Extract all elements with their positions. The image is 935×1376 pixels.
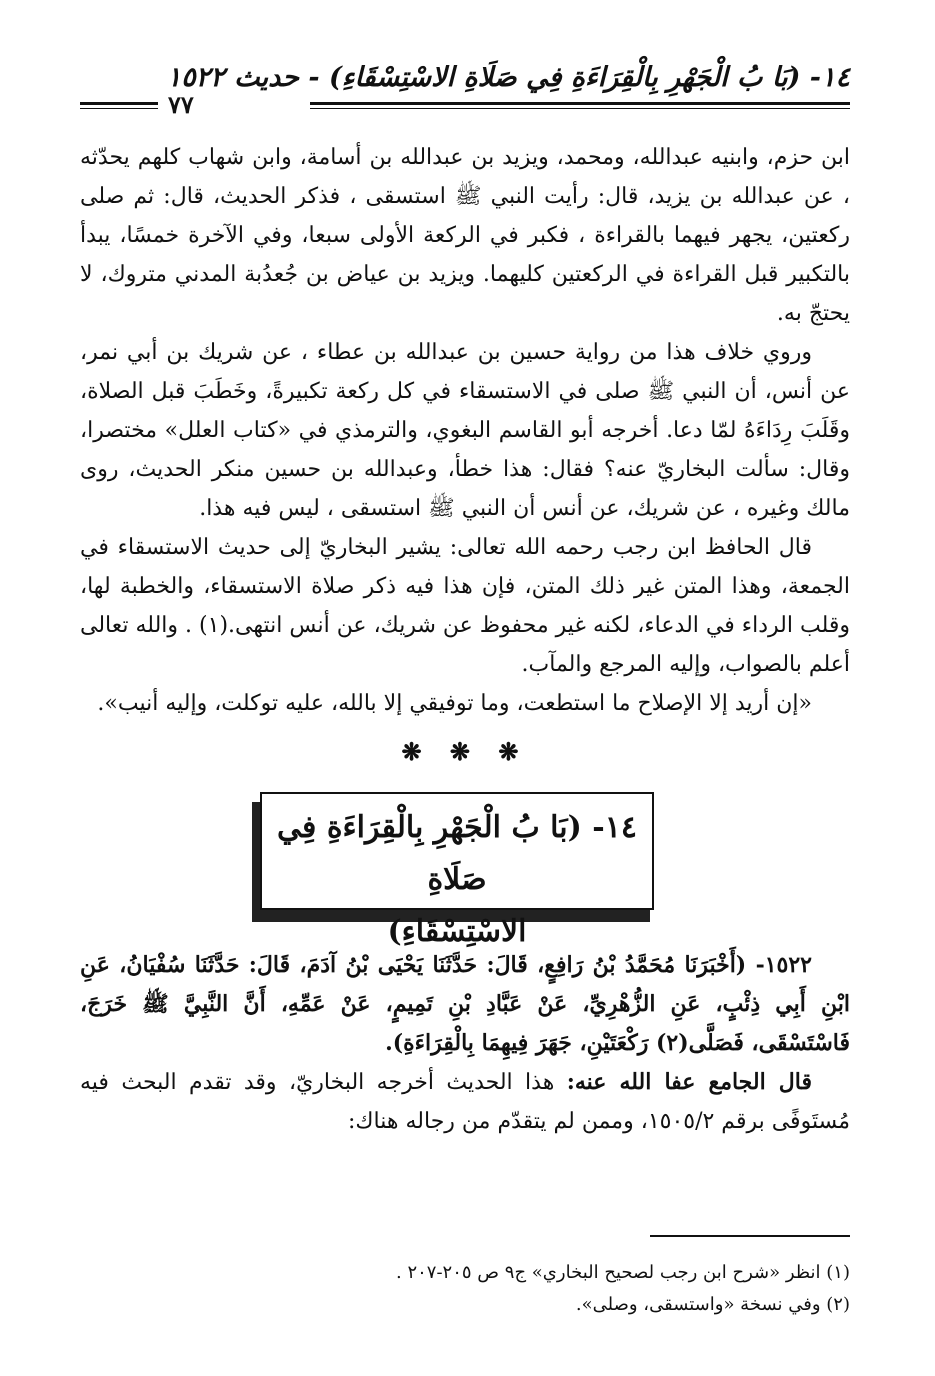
chapter-title bbox=[260, 792, 654, 949]
header-rule-short bbox=[80, 102, 158, 109]
running-title: ١٤- (بَا بُ الْجَهْرِ بِالْقِرَاءَةِ فِي صَلَاةِ الاسْتِسْقَاءِ) - حديث ١٥٢٢ bbox=[166, 62, 850, 93]
paragraph: قال الحافظ ابن رجب رحمه الله تعالى: يشير البخاريّ إلى حديث الاستسقاء في الجمعة، وهذا المتن غير ذلك المتن، فإن هذا فيه ذكر صلاة الاستسقاء، والخطبة لها، وقلب الرداء في الدعاء، لكنه غير محفوظ عن شريك، عن أنس انتهى.(١) . والله تعالى أعلم بالصواب، وإليه المرجع والمآب. bbox=[80, 535, 851, 677]
footnote: (٢) وفي نسخة «واستسقى، وصلى». bbox=[575, 1294, 850, 1315]
paragraph: ابن حزم، وابنيه عبدالله، ومحمد، ويزيد بن عبدالله بن أسامة، وابن شهاب كلهم يحدّثه ، عن عبدالله بن يزيد، قال: رأيت النبي ﷺ استسقى ، فذكر الحديث، قال: ثم صلى ركعتين، يجهر فيهما بالقراءة ، فكبر في الركعة الأولى سبعا، وفي الآخرة خمسًا، يبدأ بالتكبير قبل القراءة في الركعتين كليهما. ويزيد بن عياض بن جُعدُبة المدني متروك، لا يحتجّ به. bbox=[80, 145, 850, 326]
chapter-heading-box bbox=[260, 792, 670, 949]
commentary-paragraph bbox=[80, 1063, 850, 1141]
commentary-text: هذا الحديث أخرجه البخاريّ، وقد تقدم البحث فيه مُستَوفًى برقم ١٥٠٥/٢، وممن لم يتقدّم من رجاله هناك: bbox=[80, 1070, 850, 1134]
chapter-title-line: ١٤- (بَا بُ الْجَهْرِ بِالْقِرَاءَةِ فِي صَلَاةِ bbox=[277, 810, 637, 897]
header-rule bbox=[310, 102, 850, 109]
footnote-divider bbox=[650, 1235, 850, 1237]
footnotes bbox=[80, 1257, 850, 1321]
page-number: ٧٧ bbox=[168, 90, 194, 119]
main-text bbox=[80, 138, 850, 1141]
hadith-text bbox=[80, 946, 850, 1063]
running-header bbox=[80, 62, 850, 122]
commentary-lead: قال الجامع عفا الله عنه: bbox=[566, 1069, 812, 1095]
paragraph: «إن أريد إلا الإصلاح ما استطعت، وما توفيقي إلا بالله، عليه توكلت، وإليه أنيب». bbox=[97, 691, 812, 716]
chapter-title-line: الاسْتِسْقَاءِ) bbox=[387, 914, 527, 949]
section-separator: ❋ ❋ ❋ bbox=[401, 737, 529, 766]
footnote: (١) انظر «شرح ابن رجب لصحيح البخاري» ج٩ ص ٢٠٥-٢٠٧ . bbox=[395, 1262, 850, 1283]
paragraph: وروي خلاف هذا من رواية حسين بن عبدالله بن عطاء ، عن شريك بن أبي نمر، عن أنس، أن النبي ﷺ صلى في الاستسقاء في كل ركعة تكبيرةً، وخَطَبَ قبل الصلاة، وقَلَبَ رِدَاءَهُ لمّا دعا. أخرجه أبو القاسم البغوي، والترمذي في «كتاب العلل» مختصرا، وقال: سألت البخاريّ عنه؟ فقال: هذا خطأ، وعبدالله بن حسين منكر الحديث، روى مالك وغيره ، عن شريك، عن أنس أن النبي ﷺ استسقى ، ليس فيه هذا. bbox=[80, 340, 850, 521]
hadith-paragraph: ١٥٢٢- (أَخْبَرَنَا مُحَمَّدُ بْنُ رَافِعٍ، قَالَ: حَدَّثَنَا يَحْيَى بْنُ آدَمَ، قَالَ: حَدَّثَنَا سُفْيَانُ، عَنِ ابْنِ أَبِي ذِئْبٍ، عَنِ الزُّهْرِيِّ، عَنْ عَبَّادِ بْنِ تَمِيمٍ، عَنْ عَمِّهِ، أَنَّ النَّبِيَّ ﷺ خَرَجَ، فَاسْتَسْقَى، فَصَلَّى(٢) رَكْعَتَيْنِ، جَهَرَ فِيهِمَا بِالْقِرَاءَةِ). bbox=[80, 952, 850, 1056]
